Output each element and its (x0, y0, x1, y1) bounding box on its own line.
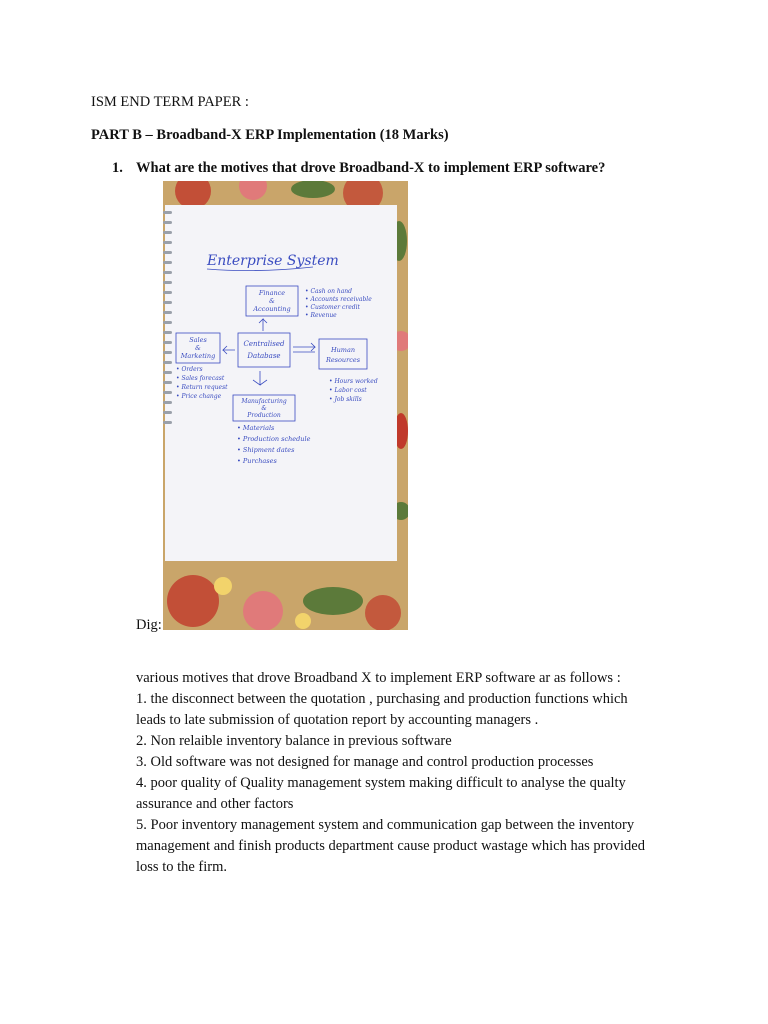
answer-line: assurance and other factors (136, 796, 294, 812)
answer-line: 1. the disconnect between the quotation , purchasing and production functions which (136, 691, 628, 707)
sales-box-line2: & (195, 344, 201, 352)
answer-line: leads to late submission of quotation report by accounting managers . (136, 712, 539, 728)
manufacturing-note-1: • Materials (237, 424, 275, 432)
paper-title: ISM END TERM PAPER : (91, 94, 249, 110)
answer-line: 2. Non relaible inventory balance in previous software (136, 733, 452, 749)
answer-line: 4. poor quality of Quality management system making difficult to analyse the qualty (136, 775, 626, 791)
sales-note-2: • Sales forecast (176, 375, 225, 382)
photo-title: Enterprise System (207, 253, 339, 269)
sales-note-4: • Price change (176, 393, 222, 400)
handwritten-diagram-photo (163, 181, 408, 630)
finance-box-line1: Finance (258, 289, 286, 297)
hr-box-line1: Human (330, 346, 356, 354)
finance-note-2: • Accounts receivable (305, 296, 372, 303)
manufacturing-box-line3: Production (247, 412, 281, 419)
answer-text (136, 668, 696, 878)
finance-box-line2: & (269, 297, 275, 305)
part-heading: PART B – Broadband-X ERP Implementation (18 Marks) (91, 127, 449, 143)
manufacturing-note-4: • Purchases (237, 457, 277, 465)
manufacturing-box-line1: Manufacturing (241, 398, 287, 405)
question (112, 160, 605, 177)
answer-line: management and finish products department cause product wastage which has provided (136, 838, 645, 854)
answer-line: 3. Old software was not designed for manage and control production processes (136, 754, 594, 770)
finance-note-1: • Cash on hand (305, 288, 352, 295)
sales-note-3: • Return request (176, 384, 228, 391)
sales-box-line1: Sales (189, 336, 207, 344)
finance-note-4: • Revenue (305, 312, 337, 319)
center-box-line2: Database (247, 352, 281, 360)
hr-note-3: • Job skills (329, 396, 362, 403)
hr-note-1: • Hours worked (329, 378, 378, 385)
manufacturing-note-2: • Production schedule (237, 435, 311, 443)
center-box-line1: Centralised (243, 340, 285, 348)
hr-box-line2: Resources (325, 356, 361, 364)
answer-line: loss to the firm. (136, 859, 228, 875)
sales-box-line3: Marketing (180, 352, 216, 360)
finance-note-3: • Customer credit (305, 304, 360, 311)
finance-box-line3: Accounting (253, 305, 291, 313)
question-number: 1. (112, 160, 123, 176)
manufacturing-note-3: • Shipment dates (237, 446, 295, 454)
answer-line: various motives that drove Broadband X to implement ERP software ar as follows : (136, 670, 621, 686)
question-text: What are the motives that drove Broadband-X to implement ERP software? (136, 160, 606, 176)
answer-line: 5. Poor inventory management system and communication gap between the inventory (136, 817, 635, 833)
manufacturing-box-line2: & (261, 405, 267, 412)
sales-note-1: • Orders (176, 366, 203, 373)
hr-note-2: • Labor cost (329, 387, 367, 394)
diagram-label: Dig: (136, 617, 162, 633)
